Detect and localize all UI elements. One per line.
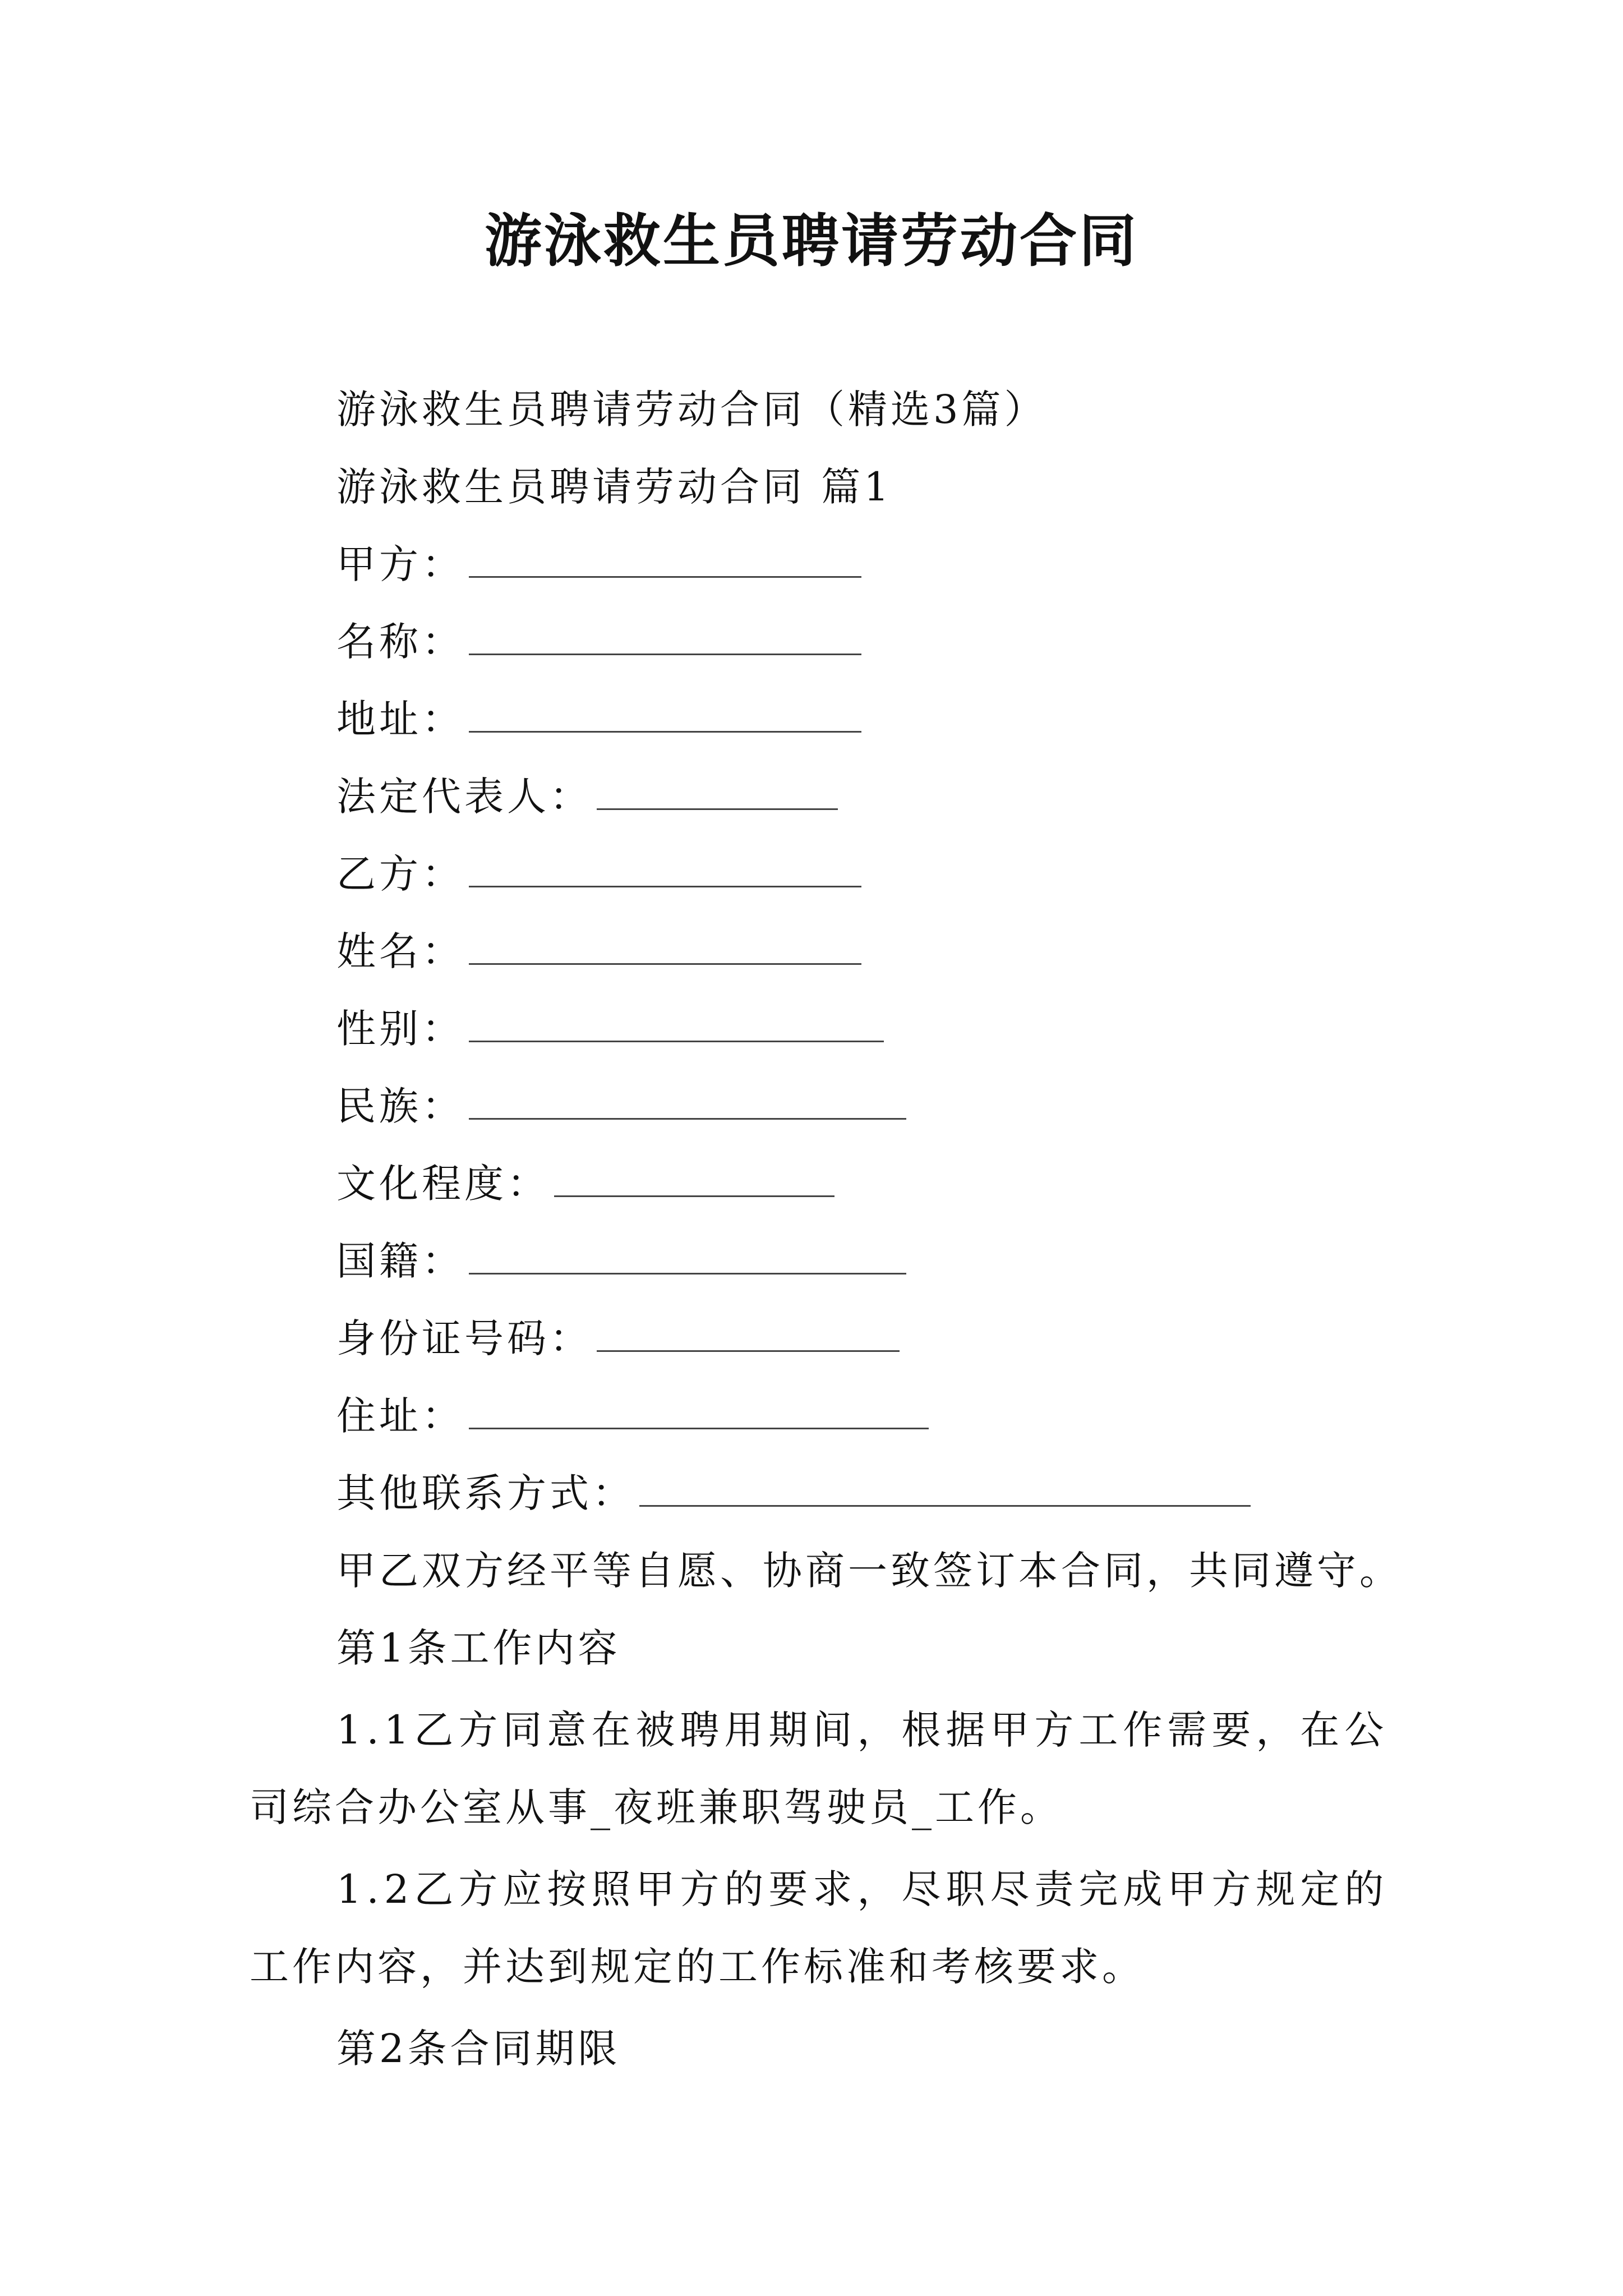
field-label: 法定代表人： (336, 774, 592, 820)
clause-1-1-line1: 1.1乙方同意在被聘用期间，根据甲方工作需要，在公 (336, 1707, 1389, 1753)
field-label: 民族： (336, 1083, 464, 1129)
blank-line (639, 1466, 1251, 1507)
field-label: 地址： (336, 696, 464, 742)
blank-line (469, 1001, 884, 1042)
field-other-contact (336, 1465, 1251, 1521)
article1-heading: 第1条工作内容 (336, 1625, 621, 1671)
blank-line (469, 924, 861, 965)
blank-line (469, 537, 861, 578)
blank-line (469, 692, 861, 733)
blank-line (469, 1388, 929, 1429)
field-nationality (336, 1233, 906, 1289)
field-party-a (336, 536, 861, 592)
document-title: 游泳救生员聘请劳动合同 (485, 208, 1138, 275)
blank-line (469, 1234, 906, 1274)
field-ethnicity (336, 1078, 906, 1134)
blank-line (597, 769, 838, 810)
blank-line (554, 1156, 834, 1197)
field-label: 其他联系方式： (336, 1470, 635, 1516)
field-label: 甲方： (336, 541, 464, 587)
article2-heading: 第2条合同期限 (336, 2026, 621, 2072)
blank-line (597, 1311, 900, 1352)
field-name-a (336, 614, 861, 670)
field-label: 姓名： (336, 928, 464, 974)
field-address (336, 691, 861, 747)
field-label: 性别： (336, 1006, 464, 1052)
field-label: 身份证号码： (336, 1315, 592, 1361)
field-label: 国籍： (336, 1238, 464, 1284)
clause-1-2-line2: 工作内容，并达到规定的工作标准和考核要求。 (250, 1944, 1145, 1990)
field-gender (336, 1001, 884, 1057)
blank-line (469, 614, 861, 655)
field-id-number (336, 1310, 900, 1366)
blank-line (469, 1079, 906, 1120)
blank-line (469, 846, 861, 887)
clause-1-1-line2: 司综合办公室从事_夜班兼职驾驶员_工作。 (250, 1784, 1063, 1830)
field-party-b (336, 846, 861, 902)
clause-1-2-line1: 1.2乙方应按照甲方的要求，尽职尽责完成甲方规定的 (336, 1866, 1389, 1912)
field-name-b (336, 923, 861, 979)
agreement-statement: 甲乙双方经平等自愿、协商一致签订本合同，共同遵守。 (336, 1548, 1402, 1594)
field-label: 名称： (336, 619, 464, 665)
section-heading: 游泳救生员聘请劳动合同 篇1 (336, 464, 892, 510)
field-label: 住址： (336, 1393, 464, 1439)
document-subtitle: 游泳救生员聘请劳动合同（精选3篇） (336, 386, 1047, 432)
field-label: 乙方： (336, 851, 464, 897)
field-education (336, 1156, 834, 1212)
field-residence (336, 1388, 929, 1444)
field-legal-rep (336, 769, 838, 825)
field-label: 文化程度： (336, 1161, 550, 1207)
